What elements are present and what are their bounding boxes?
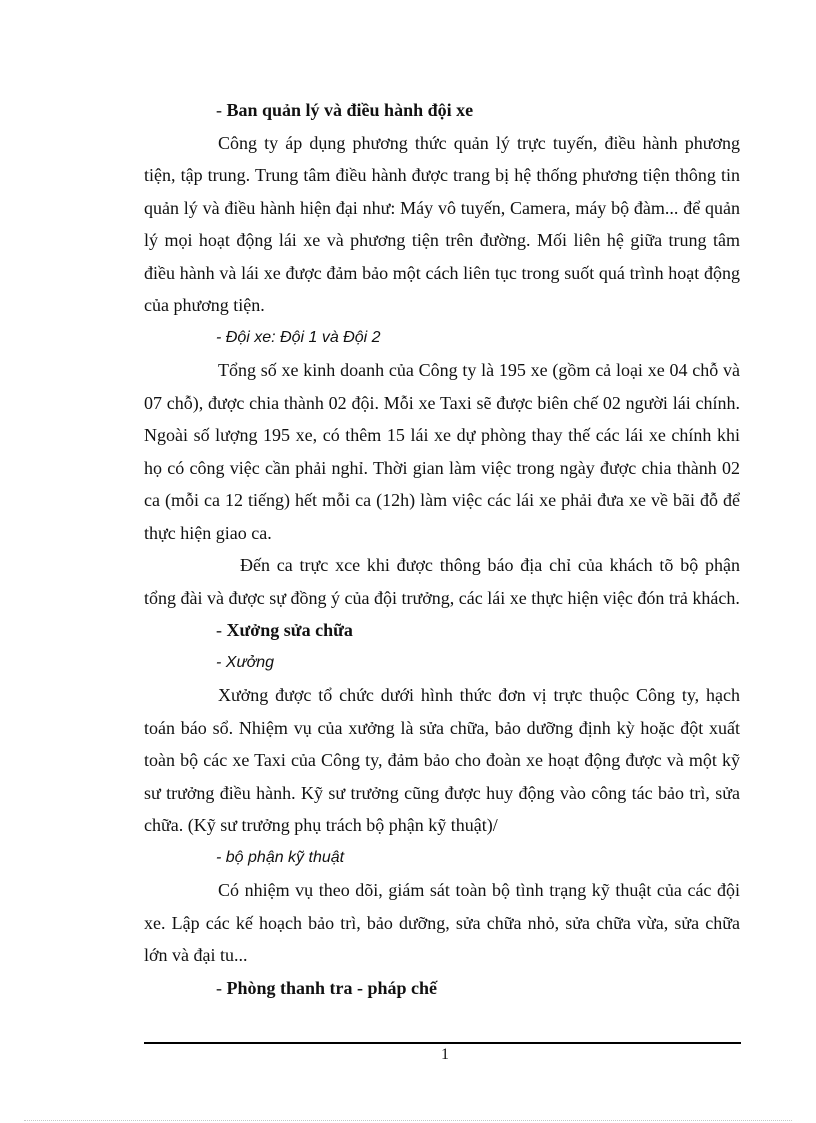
subsection-heading: - bộ phận kỹ thuật [216, 848, 345, 866]
section-heading: - Phòng thanh tra - pháp chế [216, 977, 438, 998]
section-heading: - Ban quản lý và điều hành đội xe [216, 100, 474, 120]
paragraph: Tổng số xe kinh doanh của Công ty là 195 xe (gồm cả loại xe 04 chỗ và 07 chỗ), được chia thành 02 đội. Mỗi xe Taxi sẽ được biên chế 02 người lái chính. Ngoài số lượng 195 xe, có thêm 15 lái xe dự phòng thay thế các lái xe chính khi họ có công việc cần phải nghỉ. Thời gian làm việc trong ngày được chia thành 02 ca (mỗi ca 12 tiếng) hết mỗi ca (12h) làm việc các lái xe phải đưa xe về bãi đỗ để thực hiện giao ca. [144, 360, 740, 543]
page-number: 1 [441, 1046, 449, 1063]
footer-rule [144, 1042, 741, 1044]
section-heading: - Xưởng sửa chữa [216, 620, 353, 640]
paragraph: Có nhiệm vụ theo dõi, giám sát toàn bộ tình trạng kỹ thuật của các đội xe. Lập các kế hoạch bảo trì, bảo dưỡng, sửa chữa nhỏ, sửa chữa vừa, sửa chữa lớn và đại tu... [144, 880, 740, 965]
subsection-heading: - Xưởng [216, 653, 275, 671]
body-text [144, 94, 740, 1004]
subsection-heading: - Đội xe: Đội 1 và Đội 2 [216, 328, 381, 346]
page-break-line [24, 1120, 792, 1121]
paragraph: Đến ca trực xce khi được thông báo địa chỉ của khách tõ bộ phận tổng đài và được sự đồng ý của đội trưởng, các lái xe thực hiện việc đón trả khách. [144, 555, 740, 608]
paragraph: Công ty áp dụng phương thức quản lý trực tuyến, điều hành phương tiện, tập trung. Trung tâm điều hành được trang bị hệ thống phương tiện thông tin quản lý và điều hành hiện đại như: Máy vô tuyến, Camera, máy bộ đàm... để quản lý mọi hoạt động lái xe và phương tiện trên đường. Mối liên hệ giữa trung tâm điều hành và lái xe được đảm bảo một cách liên tục trong suốt quá trình hoạt động của phương tiện. [144, 132, 740, 315]
paragraph: Xưởng được tổ chức dưới hình thức đơn vị trực thuộc Công ty, hạch toán báo sổ. Nhiệm vụ của xưởng là sửa chữa, bảo dưỡng định kỳ hoặc đột xuất toàn bộ các xe Taxi của Công ty, đảm bảo cho đoàn xe hoạt động được và một kỹ sư trưởng điều hành. Kỹ sư trưởng cũng được huy động vào công tác bảo trì, sửa chữa. (Kỹ sư trưởng phụ trách bộ phận kỹ thuật)/ [144, 685, 740, 835]
